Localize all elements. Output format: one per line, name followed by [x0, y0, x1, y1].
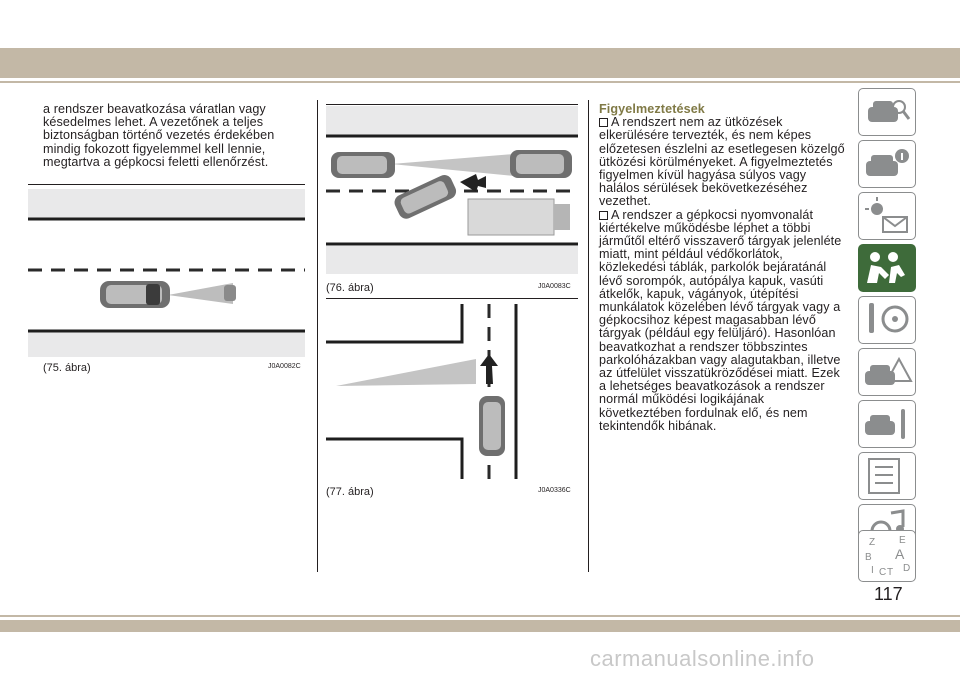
- figure-77-code: J0A0336C: [538, 487, 571, 494]
- svg-text:D: D: [903, 563, 911, 574]
- lights-message-icon: [859, 193, 915, 239]
- figure-75-illustration: [28, 189, 305, 357]
- checklist-icon: [859, 453, 915, 499]
- watermark: carmanualsonline.info: [590, 646, 815, 671]
- car-search-icon: [859, 89, 915, 135]
- figure-75-caption: (75. ábra): [43, 362, 91, 374]
- footer-rule: [0, 615, 960, 617]
- sidebar-tab-starting[interactable]: [858, 296, 916, 344]
- figure-77-caption: (77. ábra): [326, 486, 374, 498]
- car-info-icon: [859, 141, 915, 187]
- figure-rule: [326, 104, 578, 105]
- figure-76-illustration: [326, 106, 578, 274]
- sidebar-tab-car-info[interactable]: [858, 140, 916, 188]
- column-divider: [588, 100, 589, 572]
- warnings-heading: Figyelmeztetések: [599, 102, 705, 116]
- steering-ignition-icon: [859, 297, 915, 343]
- sidebar-tab-specs[interactable]: [858, 452, 916, 500]
- sidebar-tab-lights-message[interactable]: [858, 192, 916, 240]
- car-tools-icon: [859, 401, 915, 447]
- page-number: 117: [874, 584, 903, 604]
- svg-text:E: E: [899, 535, 906, 546]
- svg-text:B: B: [865, 552, 872, 563]
- header-rule: [0, 81, 960, 83]
- figure-76-code: J0A0083C: [538, 283, 571, 290]
- sidebar-tab-maintenance[interactable]: [858, 400, 916, 448]
- checkbox-bullet-icon: [599, 118, 608, 127]
- svg-text:I: I: [871, 565, 874, 576]
- sidebar-tab-car-search[interactable]: [858, 88, 916, 136]
- sidebar-tab-emergency[interactable]: [858, 348, 916, 396]
- car-warning-icon: [859, 349, 915, 395]
- figure-76-caption: (76. ábra): [326, 282, 374, 294]
- warning-item: A rendszert nem az ütközések elkerülésére tervezték, és nem képes előzetesen észlelni az esetlegesen közelgő ütközési körülményeket. A figyelmeztetés figyelmen kívül hagyása súlyos vagy halálos sérülések bekövetkezéséhez vezethet.: [599, 115, 845, 209]
- svg-text:C: C: [879, 567, 887, 578]
- sidebar-tab-index[interactable]: [858, 530, 916, 582]
- safety-airbag-icon: [859, 245, 915, 291]
- figure-77-illustration: [326, 304, 578, 479]
- figure-rule: [326, 298, 578, 299]
- car-icon: [100, 281, 170, 308]
- sidebar-tab-safety[interactable]: [858, 244, 916, 292]
- intro-paragraph: a rendszer beavatkozása váratlan vagy késedelmes lehet. A vezetőnek a teljes biztonságban történő vezetés érdekében mindig fokozott figyelemmel kell lennie, megtartva a gépkocsi feletti ellenőrzést.: [43, 102, 275, 169]
- figure-rule: [28, 184, 305, 185]
- svg-text:A: A: [895, 546, 905, 562]
- index-letters-icon: [859, 531, 915, 581]
- svg-text:T: T: [887, 567, 894, 578]
- figure-76: [326, 106, 578, 274]
- svg-text:Z: Z: [869, 537, 876, 548]
- header-band: [0, 48, 960, 78]
- figure-75: [28, 189, 305, 357]
- column-divider: [317, 100, 318, 572]
- warning-item: A rendszer a gépkocsi nyomvonalát kiértékelve működésbe léphet a többi járműtől eltérő visszaverő tárgyak jelenléte miatt, mint például védőkorlátok, közlekedési táblák, parkolók bejáratánál lévő sorompók, autópálya kapuk, vasúti átkelők, kapuk, vágányok, útépítési munkálatok közelében lévő tárgyak vagy a gépkocsihoz képest magasabban lévő tárgyak (például egy felüljáró). Hasonlóan beavatkozhat a rendszer többszintes parkolóházakban vagy alagutakban, illetve az útfelület visszatükröződései miatt. Ezek a lehetséges beavatkozások a rendszer normál működési logikájának következtében fordulnak elő, és nem tekintendők hibának.: [599, 207, 842, 433]
- figure-77: [326, 304, 578, 479]
- figure-75-code: J0A0082C: [268, 363, 301, 370]
- footer-band: [0, 620, 960, 632]
- checkbox-bullet-icon: [599, 211, 608, 220]
- warnings-section: [599, 103, 846, 433]
